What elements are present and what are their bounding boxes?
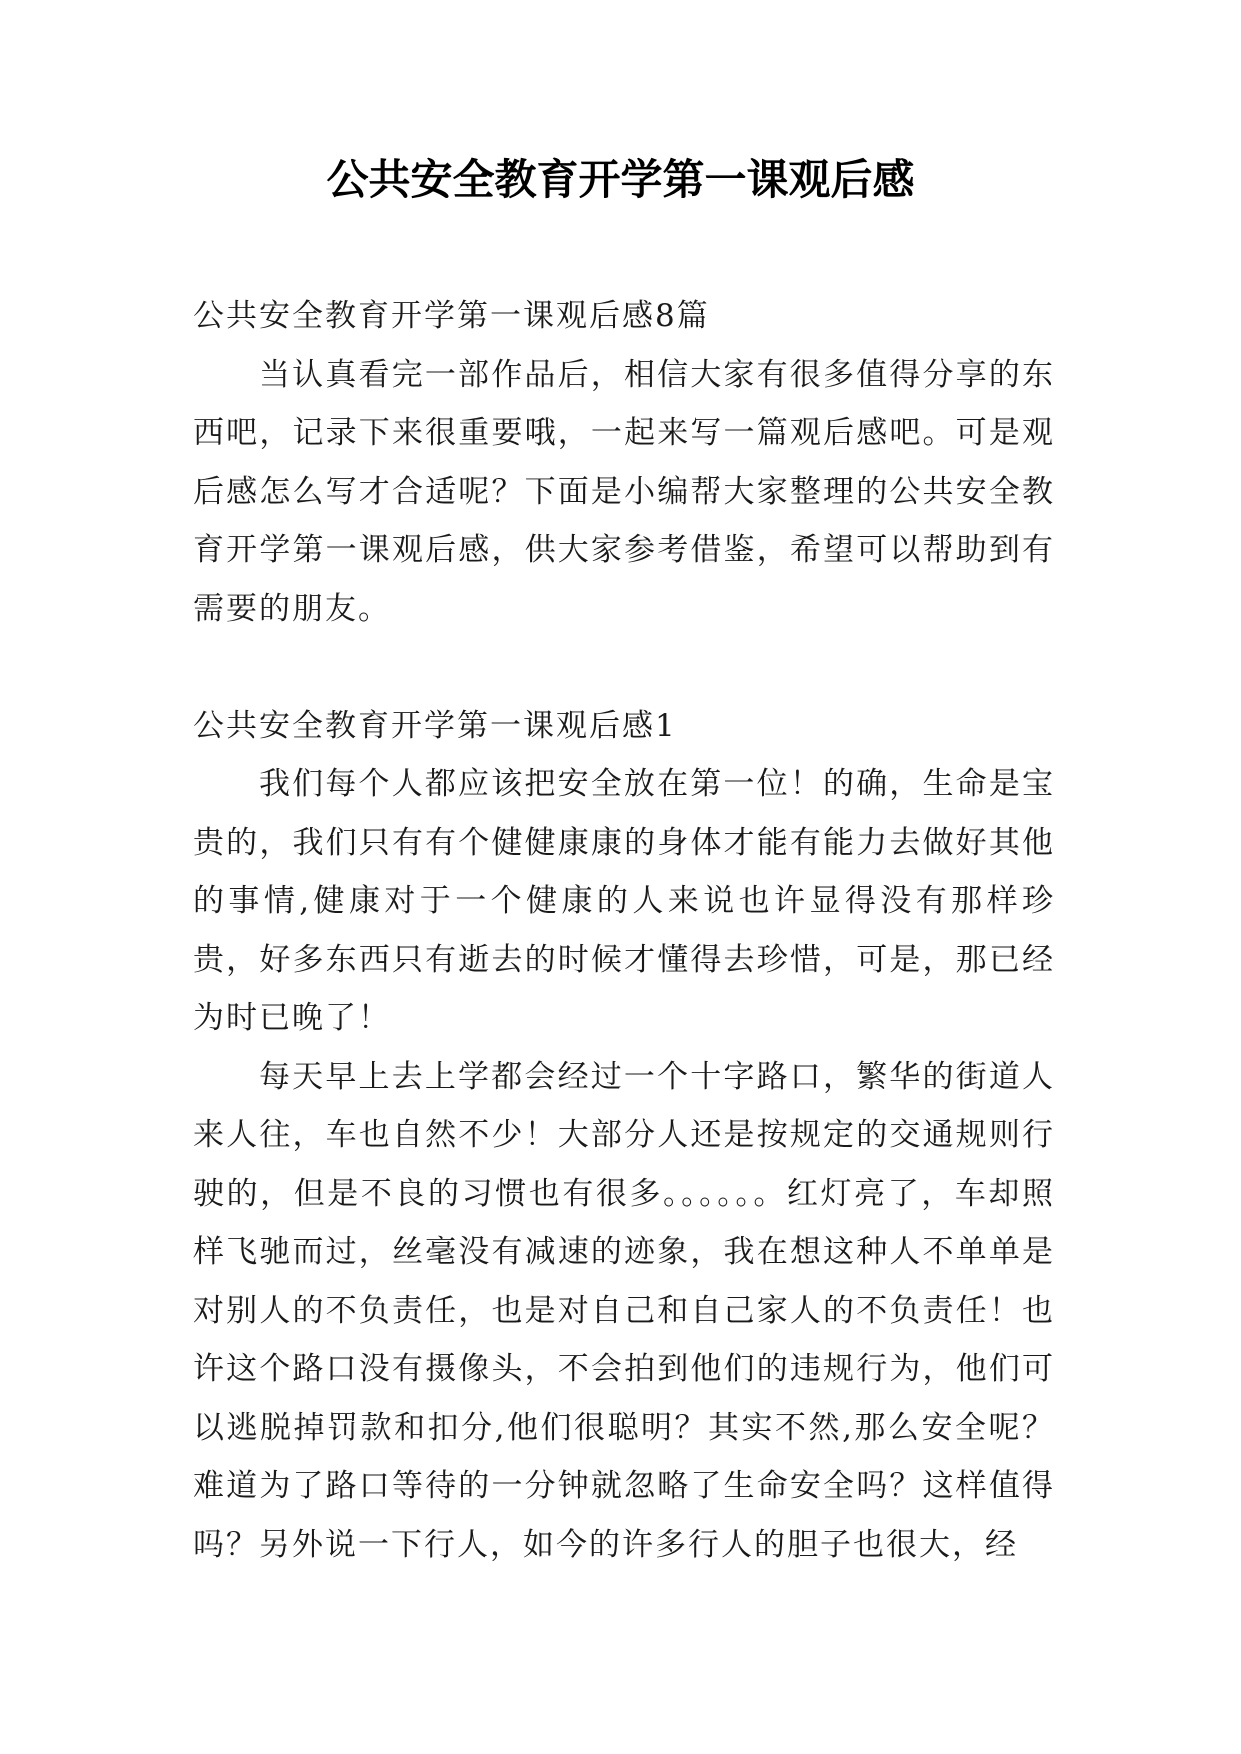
- document-body: [193, 287, 1055, 1574]
- section-heading: 公共安全教育开学第一课观后感1: [193, 707, 677, 744]
- document-title: 公共安全教育开学第一课观后感: [326, 155, 915, 204]
- section-spacer: [193, 638, 1055, 697]
- section-paragraph-1: 我们每个人都应该把安全放在第一位！的确，生命是宝贵的，我们只有有个健健康康的身体才能有能力去做好其他的事情,健康对于一个健康的人来说也许显得没有那样珍贵，好多东西只有逝去的时候才懂得去珍惜，可是，那已经为时已晚了！: [193, 766, 1055, 1036]
- document-subtitle: 公共安全教育开学第一课观后感8篇: [193, 298, 710, 334]
- intro-paragraph: 当认真看完一部作品后，相信大家有很多值得分享的东西吧，记录下来很重要哦，一起来写一篇观后感吧。可是观后感怎么写才合适呢？下面是小编帮大家整理的公共安全教育开学第一课观后感，供大家参考借鉴，希望可以帮助到有需要的朋友。: [193, 356, 1055, 627]
- section-paragraph-2: 每天早上去上学都会经过一个十字路口，繁华的街道人来人往，车也自然不少！大部分人还是按规定的交通规则行驶的，但是不良的习惯也有很多。。。。。。红灯亮了，车却照样飞驰而过，丝毫没有减速的迹象，我在想这种人不单单是对别人的不负责任，也是对自己和自己家人的不负责任！也许这个路口没有摄像头，不会拍到他们的违规行为，他们可以逃脱掉罚款和扣分,他们很聪明？其实不然,那么安全呢？难道为了路口等待的一分钟就忽略了生命安全吗？这样值得吗？另外说一下行人，如今的许多行人的胆子也很大，经: [193, 1058, 1055, 1563]
